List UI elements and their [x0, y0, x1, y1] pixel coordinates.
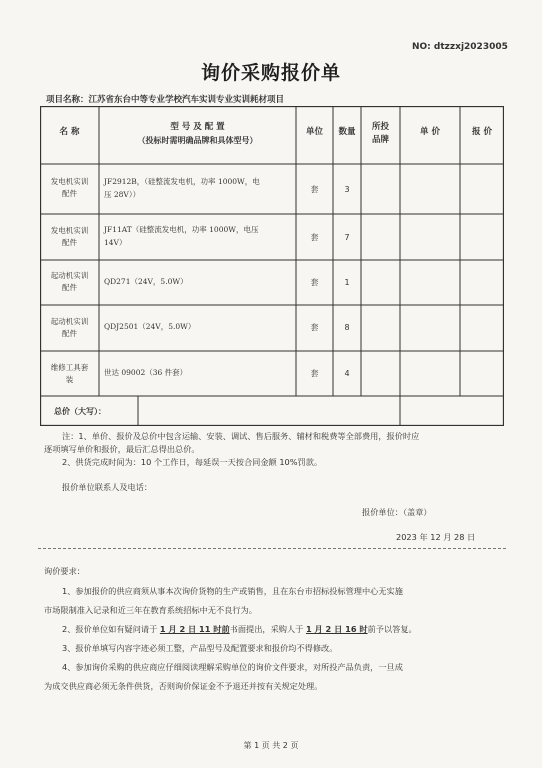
item-1-spec-2: 压 28V）） [104, 190, 141, 199]
header-brand-2: 品牌 [371, 135, 389, 145]
header-spec-note: （投标时需明确品牌和具体型号） [137, 136, 258, 145]
item-5-unit: 套 [310, 369, 319, 378]
section-divider [38, 548, 506, 549]
item-4-qty: 8 [344, 323, 350, 332]
requirement-2 [62, 623, 417, 636]
item-1-spec: JF2912B，（硅整流发电机，功率 1000W，电 [104, 177, 260, 186]
item-1-name-2: 配件 [62, 189, 77, 198]
requirement-3: 3、报价单填写内容字迹必须工整，产品型号及配置要求和报价均不得修改。 [62, 643, 338, 653]
requirement-4: 4、参加询价采购的供应商应仔细阅读理解采购单位的询价文件要求，对所投产品负责，一旦成 [62, 662, 403, 672]
question-deadline: 1 月 2 日 11 时前 [159, 624, 230, 634]
requirement-2-text-c: 前予以答复。 [367, 624, 417, 634]
item-2-name: 发电机实训 [50, 226, 89, 235]
requirement-1: 1、参加报价的供应商须从事本次询价货物的生产或销售，且在东台市招标投标管理中心无实施 [62, 586, 403, 596]
contact-label: 报价单位联系人及电话： [62, 482, 153, 492]
page-title: 询价采购报价单 [200, 62, 341, 84]
item-1-qty: 3 [344, 185, 350, 194]
item-1-unit: 套 [310, 185, 319, 194]
quoting-unit-label: 报价单位：（盖章） [362, 507, 432, 517]
requirements-heading: 询价要求： [44, 566, 85, 576]
page-footer: 第 1 页 共 2 页 [243, 741, 299, 750]
header-unit: 单位 [305, 127, 323, 137]
item-3-qty: 1 [344, 278, 350, 287]
document-number: NO: dtzzxj2023005 [412, 42, 508, 52]
header-unit-price: 单 价 [420, 127, 440, 137]
requirement-4-cont: 为成交供应商必须无条件供货，否则询价保证金不予退还并按有关规定处理。 [44, 681, 323, 691]
item-4-unit: 套 [310, 323, 319, 332]
note-2: 2、供货完成时间为：10 个工作日，每延误一天按合同金额 10%罚款。 [62, 457, 323, 467]
item-5-spec: 世达 09002（36 件套） [104, 368, 188, 377]
requirement-2-text-a: 2、报价单位如有疑问请于 [62, 624, 160, 634]
item-3-spec: QD271（24V，5.0W） [104, 277, 188, 286]
total-price-label: 总价（大写）： [54, 407, 106, 416]
requirement-1-cont: 市场限制准入记录和近三年在教育系统招标中无不良行为。 [44, 605, 257, 615]
item-1-name: 发电机实训 [50, 177, 89, 186]
header-brand: 所投 [371, 122, 389, 132]
header-spec: 型 号 及 配 置 [170, 122, 225, 132]
item-4-name: 起动机实训 [50, 317, 89, 326]
quote-date: 2023 年 12 月 28 日 [396, 532, 476, 542]
item-2-unit: 套 [310, 233, 319, 242]
note-1: 注：1、单价、报价及总价中包含运输、安装、调试、售后服务、辅材和税费等全部费用，报价时应 [62, 431, 420, 441]
item-3-unit: 套 [310, 278, 319, 287]
item-3-name: 起动机实训 [50, 271, 89, 280]
answer-deadline: 1 月 2 日 16 时 [305, 624, 368, 634]
item-4-spec: QDJ2501（24V，5.0W） [104, 322, 196, 331]
header-qty: 数量 [338, 127, 356, 137]
item-2-name-2: 配件 [62, 238, 77, 247]
item-3-name-2: 配件 [62, 283, 77, 292]
item-5-qty: 4 [344, 369, 350, 378]
item-5-name-2: 装 [65, 375, 74, 384]
item-2-spec-2: 14V） [104, 238, 127, 247]
item-2-spec: JF11AT（硅整流发电机，功率 1000W，电压 [104, 225, 259, 234]
note-1-cont: 逐项填写单价和报价，最后汇总得出总价。 [44, 444, 200, 454]
requirement-2-text-b: 书面提出，采购人于 [229, 624, 306, 634]
item-2-qty: 7 [344, 233, 350, 242]
item-5-name: 维修工具套 [50, 363, 89, 372]
item-4-name-2: 配件 [62, 329, 77, 338]
project-name: 项目名称：江苏省东台中等专业学校汽车实训专业实训耗材项目 [46, 95, 285, 105]
header-name: 名 称 [59, 127, 80, 137]
header-total: 报 价 [472, 127, 492, 137]
